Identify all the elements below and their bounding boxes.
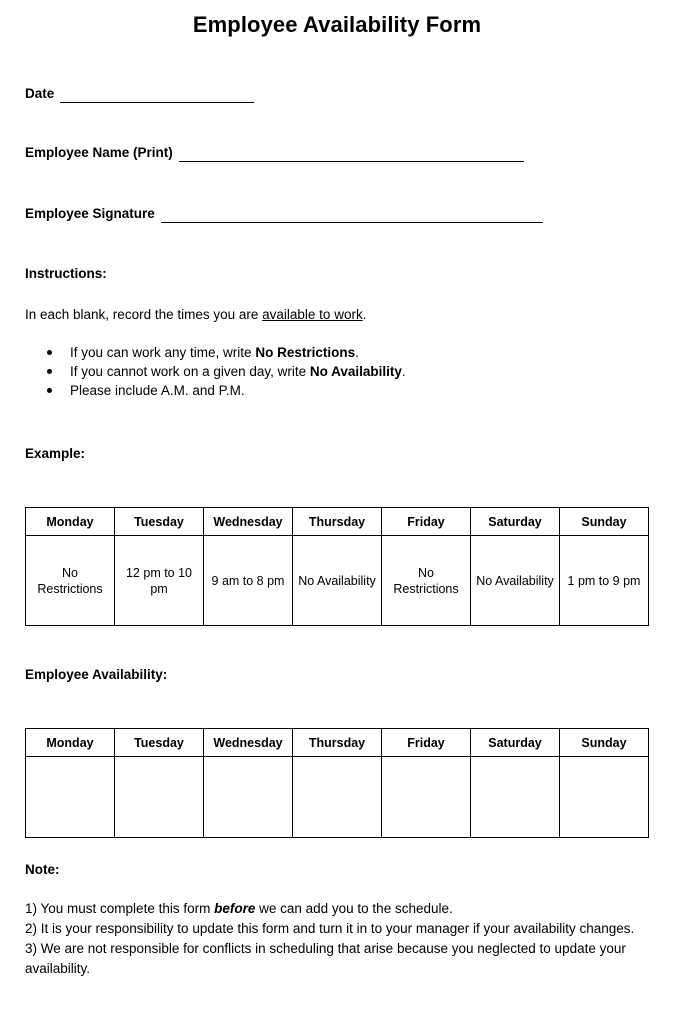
availability-cell-friday[interactable] [382,757,471,838]
availability-cell-wednesday[interactable] [204,757,293,838]
table-row [26,757,649,838]
table-header-row [26,508,649,536]
bullet-text-bold: No Availability [309,364,402,379]
instructions-lead-text [25,305,366,325]
employee-signature-field-label: Employee Signature [25,206,155,221]
table-header-monday: Monday [26,508,115,536]
table-header-thursday: Thursday [293,508,382,536]
table-header-tuesday: Tuesday [115,508,204,536]
availability-cell-tuesday[interactable] [115,757,204,838]
note-item-1-emphasis: before [214,901,256,916]
example-cell-thursday-text: No Availability [298,573,376,588]
table-header-saturday: Saturday [471,508,560,536]
employee-name-field-label: Employee Name (Print) [25,145,173,160]
availability-cell-saturday[interactable] [471,757,560,838]
instructions-lead-after: . [362,307,367,322]
employee-availability-table [25,728,649,838]
instructions-lead-before: In each blank, record the times you are [25,307,263,322]
example-cell-friday [382,536,471,626]
table-header-thursday: Thursday [293,729,382,757]
note-item-3-text: 3) We are not responsible for conflicts in scheduling that arise because you neglected to update your availability. [25,941,626,976]
table-row [26,536,649,626]
example-availability-table [25,507,649,626]
example-cell-wednesday [204,536,293,626]
table-header-monday: Monday [26,729,115,757]
example-cell-sunday-text: 1 pm to 9 pm [567,573,641,588]
example-cell-sunday [560,536,649,626]
example-heading: Example: [25,446,86,461]
table-header-wednesday: Wednesday [204,729,293,757]
example-cell-monday [26,536,115,626]
example-cell-thursday [293,536,382,626]
date-field-label: Date [25,86,55,101]
note-item-1-after: we can add you to the schedule. [255,901,453,916]
example-cell-tuesday [115,536,204,626]
table-header-sunday: Sunday [560,729,649,757]
example-cell-saturday-text: No Availability [476,573,554,588]
bullet-icon [47,350,52,355]
bullet-text-bold: No Restrictions [255,345,356,360]
bullet-icon [47,388,52,393]
table-header-friday: Friday [382,729,471,757]
availability-cell-thursday[interactable] [293,757,382,838]
table-header-tuesday: Tuesday [115,729,204,757]
table-header-saturday: Saturday [471,729,560,757]
list-item [45,381,406,400]
date-field-input[interactable] [60,89,254,103]
note-item-1-before: 1) You must complete this form [25,901,215,916]
note-item-2-text: 2) It is your responsibility to update this form and turn it in to your manager if your availability changes. [25,921,635,936]
bullet-text-after: . [401,364,406,379]
table-header-sunday: Sunday [560,508,649,536]
employee-signature-field-row [25,205,543,223]
availability-cell-monday[interactable] [26,757,115,838]
availability-cell-sunday[interactable] [560,757,649,838]
example-cell-wednesday-text: 9 am to 8 pm [211,573,285,588]
list-item [45,343,406,362]
bullet-text-after: . [355,345,359,360]
employee-availability-heading: Employee Availability: [25,667,168,682]
bullet-text-before: If you can work any time, write [70,345,256,360]
note-block [25,899,653,979]
date-field-row [25,85,254,103]
example-cell-monday-text: No Restrictions [37,565,103,596]
table-header-friday: Friday [382,508,471,536]
example-cell-saturday [471,536,560,626]
list-item [45,362,406,381]
employee-name-field-row [25,144,524,162]
note-item-1 [25,899,653,919]
table-header-row [26,729,649,757]
bullet-icon [47,369,52,374]
bullet-text-before: Please include A.M. and P.M. [70,383,245,398]
instructions-lead-underlined: available to work [262,307,363,322]
page-title: Employee Availability Form [192,12,482,37]
example-cell-tuesday-text: 12 pm to 10 pm [125,565,192,596]
employee-name-field-input[interactable] [179,148,524,162]
note-heading: Note: [25,862,60,877]
instructions-bullet-list [45,343,406,400]
example-cell-friday-text: No Restrictions [393,565,459,596]
table-header-wednesday: Wednesday [204,508,293,536]
employee-signature-field-input[interactable] [161,209,543,223]
instructions-heading: Instructions: [25,266,107,281]
note-item-3 [25,939,653,979]
bullet-text-before: If you cannot work on a given day, write [70,364,310,379]
note-item-2 [25,919,653,939]
